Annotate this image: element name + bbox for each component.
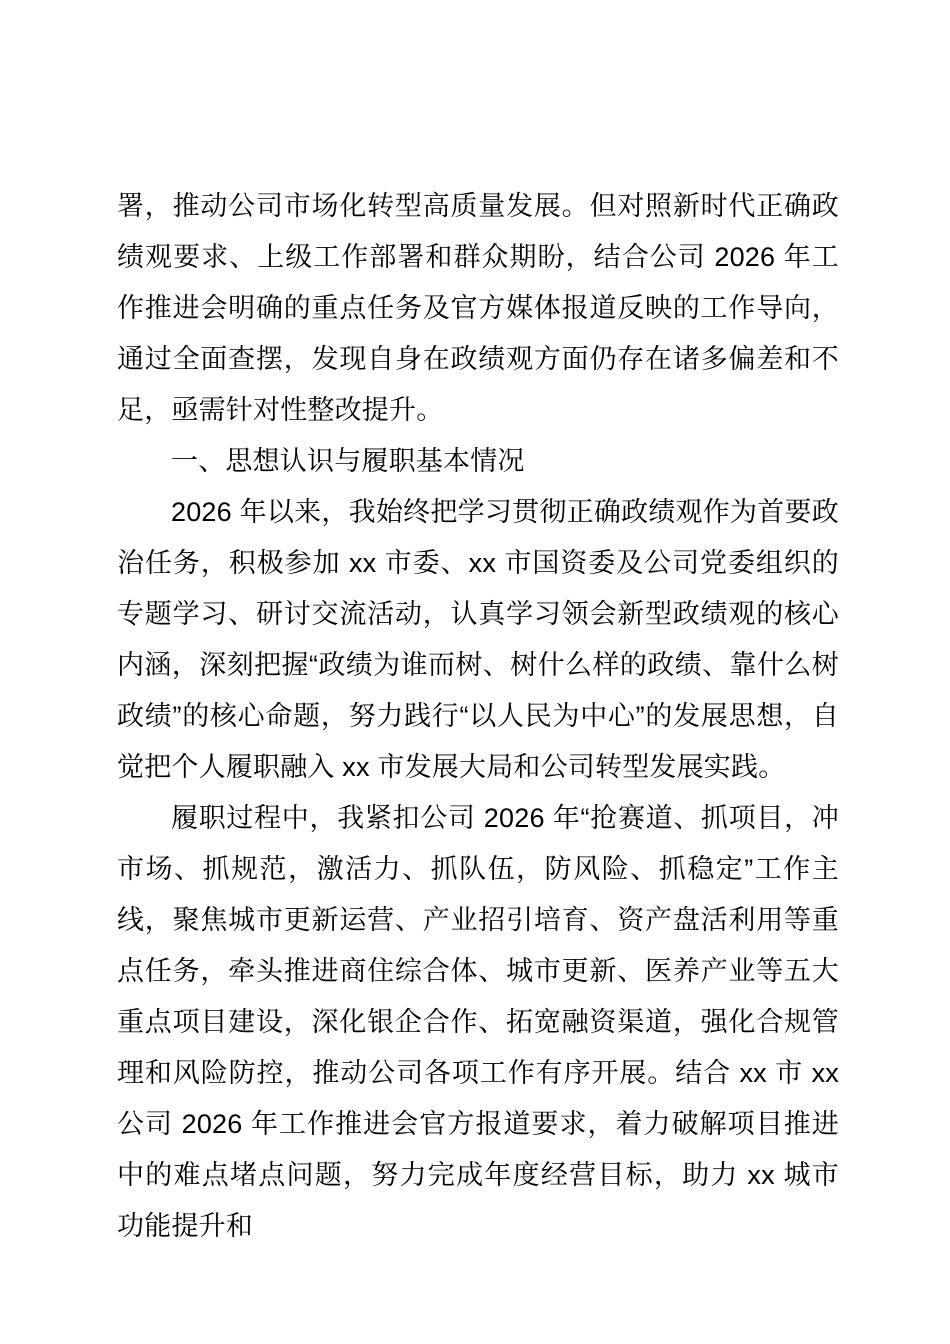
- paragraph-duty-process: 履职过程中，我紧扣公司 2026 年“抢赛道、抓项目，冲市场、抓规范，激活力、抓队伍，防风险、抓稳定”工作主线，聚焦城市更新运营、产业招引培育、资产盘活利用等重点任务，牵头推进商住综合体、城市更新、医养产业等五大重点项目建设，深化银企合作、拓宽融资渠道，强化合规管理和风险防控，推动公司各项工作有序开展。结合 xx 市 xx 公司 2026 年工作推进会官方报道要求，着力破解项目推进中的难点堵点问题，努力完成年度经营目标，助力 xx 城市功能提升和: [117, 803, 839, 1241]
- paragraph-study-and-duty: 2026 年以来，我始终把学习贯彻正确政绩观作为首要政治任务，积极参加 xx 市委、xx 市国资委及公司党委组织的专题学习、研讨交流活动，认真学习领会新型政绩观的核心内涵，深刻把握“政绩为谁而树、树什么样的政绩、靠什么树政绩”的核心命题，努力践行“以人民为中心”的发展思想，自觉把个人履职融入 xx 市发展大局和公司转型发展实践。: [117, 497, 839, 782]
- page-text-body: [117, 181, 839, 1252]
- section-heading-1: 一、思想认识与履职基本情况: [171, 446, 525, 476]
- paragraph-continued-from-previous-page: 署，推动公司市场化转型高质量发展。但对照新时代正确政绩观要求、上级工作部署和群众期盼，结合公司 2026 年工作推进会明确的重点任务及官方媒体报道反映的工作导向，通过全面查摆，发现自身在政绩观方面仍存在诸多偏差和不足，亟需针对性整改提升。: [117, 191, 839, 425]
